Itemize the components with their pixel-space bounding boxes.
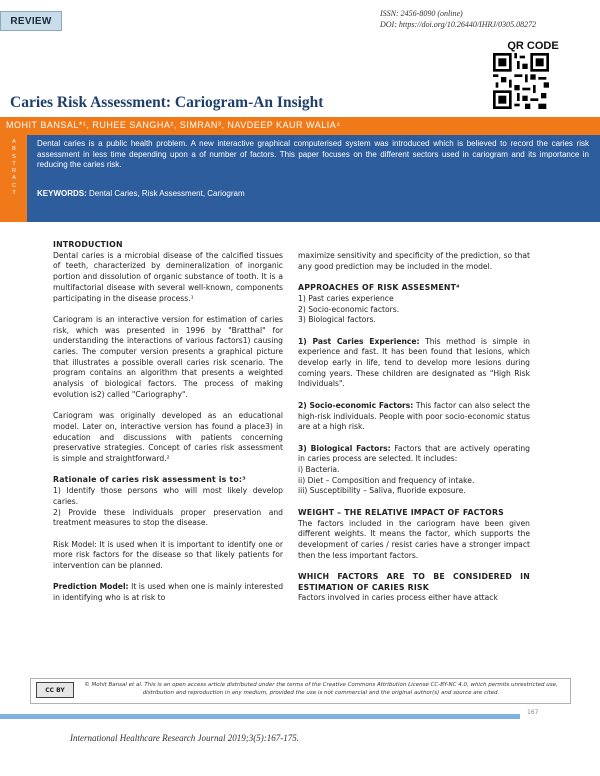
past-caries-paragraph <box>298 337 530 391</box>
creative-commons-icon: CC BY <box>36 682 74 698</box>
intro-paragraph-3: Cariogram was originally developed as an educational model. Later on, interactive version has found a place3) in education and discussions with patients concerning preservative strategies. Concept of caries risk assessment is simple and straightforward.² <box>53 411 283 464</box>
rationale-item-1: 1) Identify those persons who will most likely develop caries. <box>53 486 283 506</box>
abstract-letter: T <box>12 160 16 167</box>
socio-economic-paragraph <box>298 401 530 433</box>
keywords <box>37 189 589 198</box>
keywords-list: Dental Caries, Risk Assessment, Cariogram <box>89 189 245 198</box>
abstract-letter: R <box>12 168 16 175</box>
review-badge: REVIEW <box>0 11 62 31</box>
biological-item-3: iii) Susceptibility – Saliva, fluoride exposure. <box>298 486 466 496</box>
doi-link[interactable]: DOI: https://doi.org/10.26440/IHRJ/0305.08272 <box>380 20 537 29</box>
continued-paragraph: maximize sensitivity and specificity of the prediction, so that any good prediction may be included in the model. <box>298 251 530 271</box>
weight-heading: WEIGHT – THE RELATIVE IMPACT OF FACTORS <box>298 507 504 517</box>
license-text: © Mohit Bansal et al. This is an open access article distributed under the terms of the Creative Commons Attribution License CC-BY-NC 4.0, which permits unrestricted use, distribution and reproduction in any medium, provided the use is not commercial and the original author(s) and source are cited. <box>84 682 558 696</box>
biological-item-2: ii) Diet – Composition and frequency of intake. <box>298 475 475 485</box>
socio-economic-text: This factor can also select the high-risk individuals. People with poor socio-economic status are at a high risk. <box>298 400 531 432</box>
approaches-heading: APPROACHES OF RISK ASSESMENT⁴ <box>298 283 460 293</box>
biological-item-1: i) Bacteria. <box>298 465 340 474</box>
qr-code-label: QR CODE <box>507 40 559 52</box>
socio-economic-label: 2) Socio-economic Factors: <box>298 400 414 410</box>
page-rule <box>0 714 520 719</box>
abstract-letter: B <box>12 146 16 153</box>
past-caries-text: This method is simple in experience and fast. It has been found that lesions, which develop early in life, tend to develop more lesions during coming years. These children are designated as "High Risk Individuals". <box>298 336 530 389</box>
intro-paragraph-1: Dental caries is a microbial disease of the calcified tissues of teeth, characterized by demineralization of inorganic portion and dissolution of organic substance of tooth. It is a multifactorial disease with several well-known, components participating in the disease process.¹ <box>53 250 283 303</box>
abstract-letter: S <box>12 153 16 160</box>
prediction-model-label: Prediction Model: <box>53 582 129 592</box>
issn-text: ISSN: 2456-8090 (online) <box>380 9 463 18</box>
introduction-heading: INTRODUCTION <box>53 240 123 249</box>
abstract-letter: T <box>12 190 16 197</box>
journal-citation: International Healthcare Research Journal 2019;3(5):167-175. <box>70 733 300 743</box>
abstract-letter: C <box>12 182 16 189</box>
abstract-text: Dental caries is a public health problem. A new interactive graphical computerised system was introduced which is believed to record the caries risk assessment in less time depending upon a of number of factors. This paper focuses on the different sectors used in cariogram and its importance in reducing the caries risk. <box>37 139 589 170</box>
approach-item-2: 2) Socio-economic factors. <box>298 304 400 314</box>
biological-paragraph <box>298 444 530 465</box>
page-number: 167 <box>527 709 539 716</box>
approach-item-1: 1) Past caries experience <box>298 293 394 303</box>
past-caries-label: 1) Past Caries Experience: <box>298 336 420 346</box>
approach-item-3: 3) Biological factors. <box>298 315 376 325</box>
which-factors-heading: WHICH FACTORS ARE TO BE CONSIDERED IN ESTIMATION OF CARIES RISK <box>298 572 530 592</box>
article-title: Caries Risk Assessment: Cariogram-An Insight <box>10 94 324 111</box>
biological-text: Factors that are actively operating in caries process are selected. It includes: <box>298 443 530 464</box>
rationale-item-2: 2) Provide these individuals proper preservation and treatment measures to stop the disease. <box>53 507 283 528</box>
which-factors-paragraph: Factors involved in caries process either have attack <box>298 593 498 603</box>
intro-paragraph-2: Cariogram is an interactive version for estimation of caries risk, which was presented in 1996 by "Bratthal" for understanding the interactions of various factors1) causing caries. The computer version presents a graphical picture that illustrates a possible overall caries risk scenario. The program contains an algorithm that presents a weighted analysis of biological factors. The process of making evolution is2) called "Cariography". <box>53 314 283 399</box>
weight-paragraph: The factors included in the cariogram have been given different weights. It means the factor, which supports the development of caries / resist caries have a stronger impact then the less important factors. <box>298 518 530 560</box>
abstract-letter: A <box>12 175 16 182</box>
prediction-model-text: It is used when one is mainly interested in identifying who is at risk to <box>53 582 284 603</box>
abstract-letter: A <box>12 139 16 145</box>
keywords-label: KEYWORDS: <box>37 189 87 198</box>
right-column <box>298 251 530 604</box>
abstract-vertical-label <box>9 139 19 197</box>
left-column <box>53 240 283 604</box>
qr-code-icon <box>493 53 549 109</box>
author-list: MOHIT BANSAL*¹, RUHEE SANGHA², SIMRAN³, NAVDEEP KAUR WALIA⁴ <box>6 120 341 130</box>
prediction-model-paragraph <box>53 582 283 603</box>
rationale-heading: Rationale of caries risk assessment is to:³ <box>53 475 246 485</box>
risk-model-paragraph: Risk Model: It is used when it is important to identify one or more risk factors for the disease so that likely patients for intervention can be planned. <box>53 539 283 571</box>
biological-label: 3) Biological Factors: <box>298 443 391 453</box>
issn-block <box>380 8 580 30</box>
